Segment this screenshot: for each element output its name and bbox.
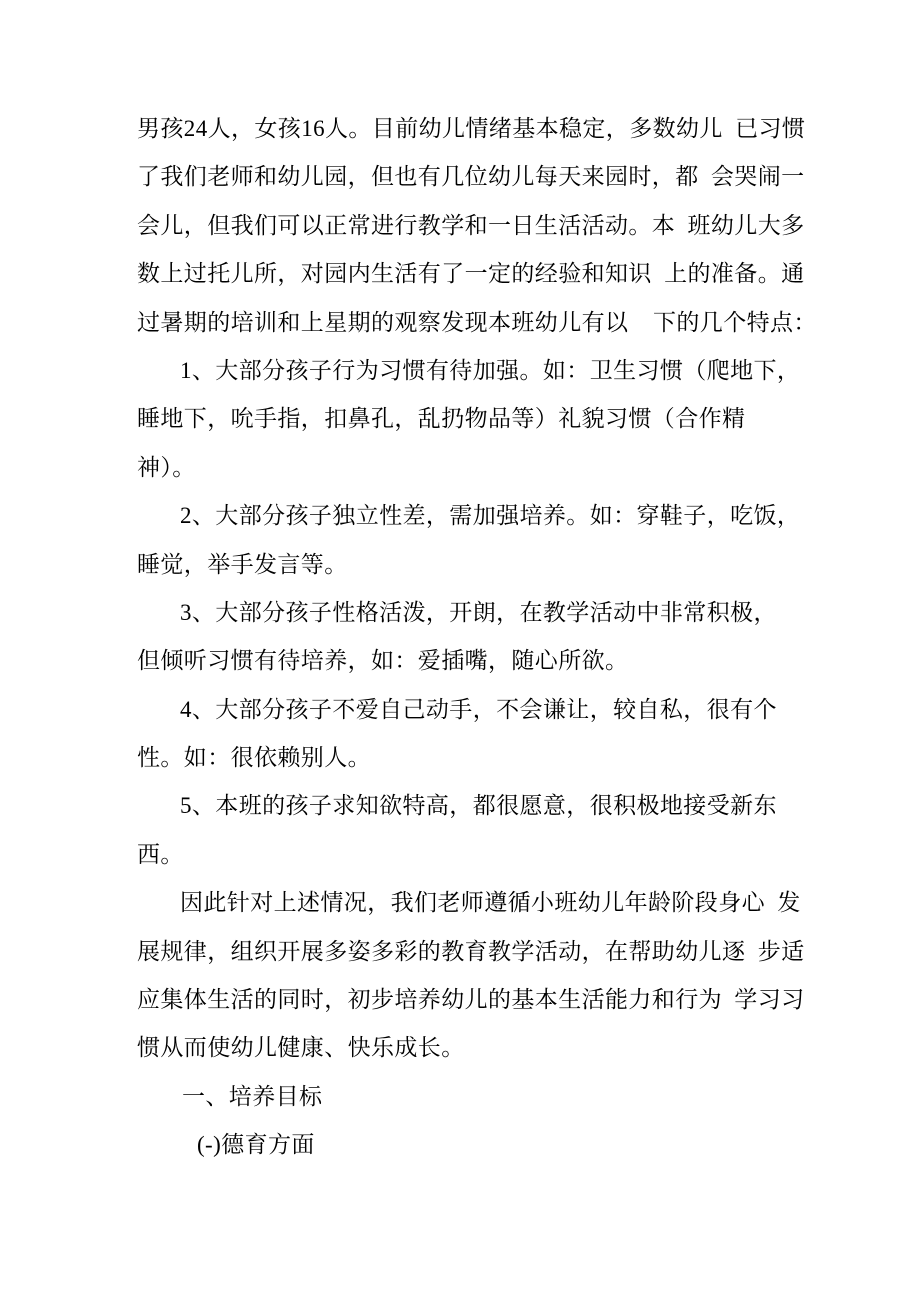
text-line: 睡觉，举手发言等。 <box>137 551 348 577</box>
text-line: (-)德育方面 <box>197 1132 315 1158</box>
text-line: 展规律，组织开展多姿多彩的教育教学活动，在帮助幼儿逐 步适 <box>137 938 805 964</box>
document-text-block <box>137 105 817 1170</box>
text-line: 性。如：很依赖别人。 <box>137 745 371 771</box>
text-line: 一、培养目标 <box>182 1083 323 1109</box>
text-line: 会儿，但我们可以正常进行教学和一日生活活动。本 班幼儿大多 <box>137 212 805 238</box>
text-line: 1、大部分孩子行为习惯有待加强。如：卫生习惯（爬地下， <box>180 357 801 383</box>
text-line: 西。 <box>137 841 184 867</box>
text-line: 4、大部分孩子不爱自己动手，不会谦让，较自私，很有个 <box>180 696 777 722</box>
text-line: 但倾听习惯有待培养，如：爱插嘴，随心所欲。 <box>137 648 629 674</box>
text-line: 2、大部分孩子独立性差，需加强培养。如：穿鞋子，吃饭， <box>180 503 801 529</box>
text-line: 男孩24人，女孩16人。目前幼儿情绪基本稳定，多数幼儿 已习惯 <box>137 116 806 141</box>
text-line: 神）。 <box>137 454 196 480</box>
text-line: 因此针对上述情况，我们老师遵循小班幼儿年龄阶段身心 发 <box>180 890 801 916</box>
text-line: 3、大部分孩子性格活泼，开朗，在教学活动中非常积极， <box>180 599 777 625</box>
text-line: 惯从而使幼儿健康、快乐成长。 <box>137 1035 465 1061</box>
text-line: 数上过托儿所，对园内生活有了一定的经验和知识 上的准备。通 <box>137 261 805 287</box>
text-line: 了我们老师和幼儿园，但也有几位幼儿每天来园时，都 会哭闹一 <box>137 164 805 190</box>
text-line: 应集体生活的同时，初步培养幼儿的基本生活能力和行为 学习习 <box>137 987 805 1013</box>
text-line: 5、本班的孩子求知欲特高，都很愿意，很积极地接受新东 <box>180 793 777 819</box>
text-line: 过暑期的培训和上星期的观察发现本班幼儿有以 下的几个特点： <box>137 309 817 335</box>
text-line: 睡地下，吮手指，扣鼻孔，乱扔物品等）礼貌习惯（合作精 <box>137 406 746 432</box>
